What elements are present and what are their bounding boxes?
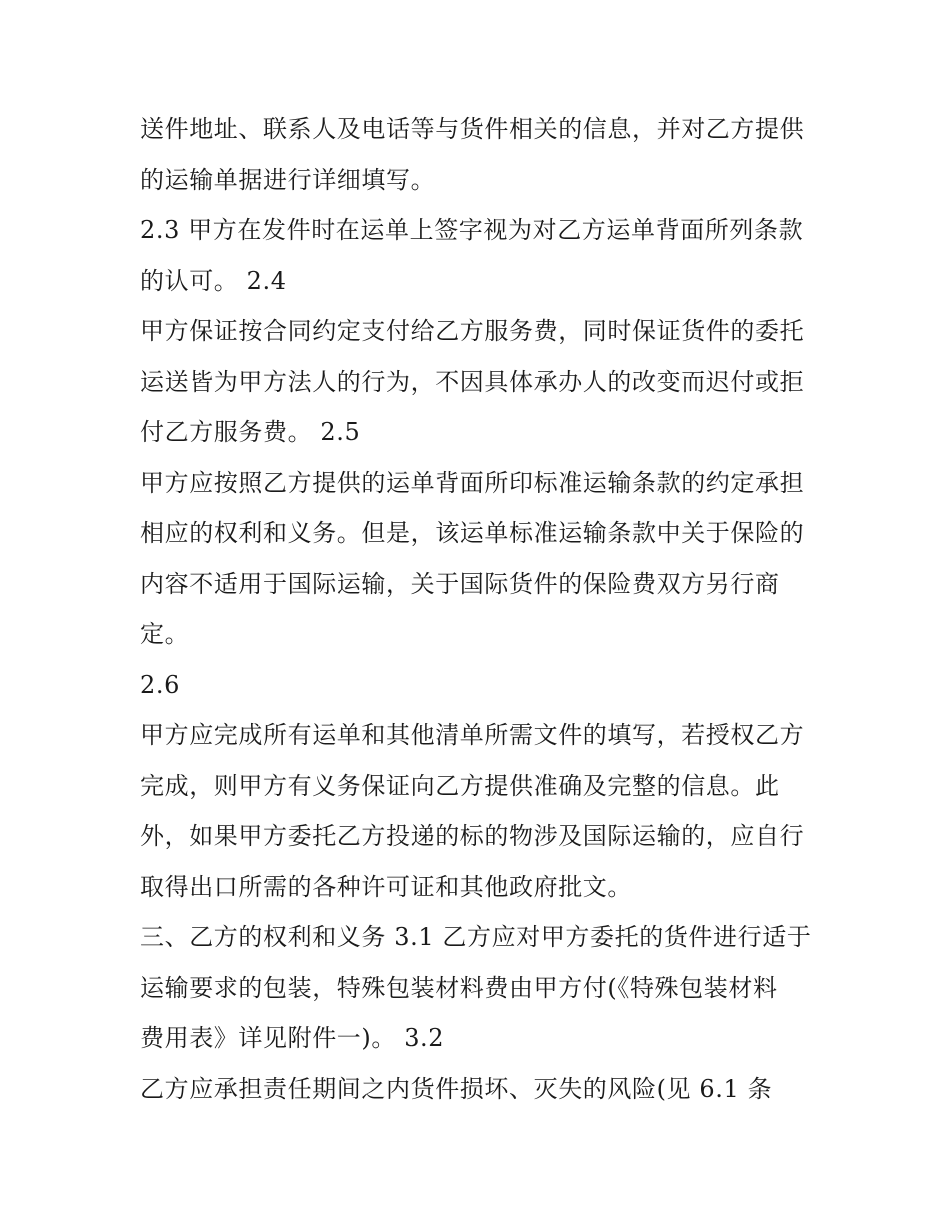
text-line: 三、乙方的权利和义务 3.1 乙方应对甲方委托的货件进行适于	[140, 923, 812, 951]
text-line: 2.3 甲方在发件时在运单上签字视为对乙方运单背面所列条款	[140, 216, 804, 244]
text-line: 2.6	[140, 670, 180, 699]
text-line: 运送皆为甲方法人的行为，不因具体承办人的改变而迟付或拒	[140, 367, 805, 396]
text-line: 相应的权利和义务。但是，该运单标准运输条款中关于保险的	[140, 519, 805, 547]
text-line: 运输要求的包装，特殊包装材料费由甲方付(《特殊包装材料	[140, 973, 778, 1002]
text-line: 完成，则甲方有义务保证向乙方提供准确及完整的信息。此	[140, 771, 780, 800]
text-line: 乙方应承担责任期间之内货件损坏、灭失的风险(见 6.1 条	[140, 1074, 773, 1103]
text-line: 外，如果甲方委托乙方投递的标的物涉及国际运输的，应自行	[140, 822, 805, 850]
text-line: 费用表》详见附件一)。 3.2	[140, 1024, 445, 1052]
text-line: 甲方应按照乙方提供的运单背面所印标准运输条款的约定承担	[140, 468, 805, 497]
text-line: 定。	[140, 620, 190, 648]
text-line: 付乙方服务费。 2.5	[140, 418, 361, 446]
text-line: 内容不适用于国际运输，关于国际货件的保险费双方另行商	[140, 569, 780, 598]
text-line: 的运输单据进行详细填写。	[140, 165, 436, 194]
text-line: 甲方应完成所有运单和其他清单所需文件的填写，若授权乙方	[140, 721, 805, 749]
text-line: 取得出口所需的各种许可证和其他政府批文。	[140, 872, 632, 901]
text-line: 的认可。 2.4	[140, 266, 287, 295]
text-line: 送件地址、联系人及电话等与货件相关的信息，并对乙方提供	[140, 115, 805, 143]
text-line: 甲方保证按合同约定支付给乙方服务费，同时保证货件的委托	[140, 317, 805, 345]
document-body	[140, 104, 820, 1114]
